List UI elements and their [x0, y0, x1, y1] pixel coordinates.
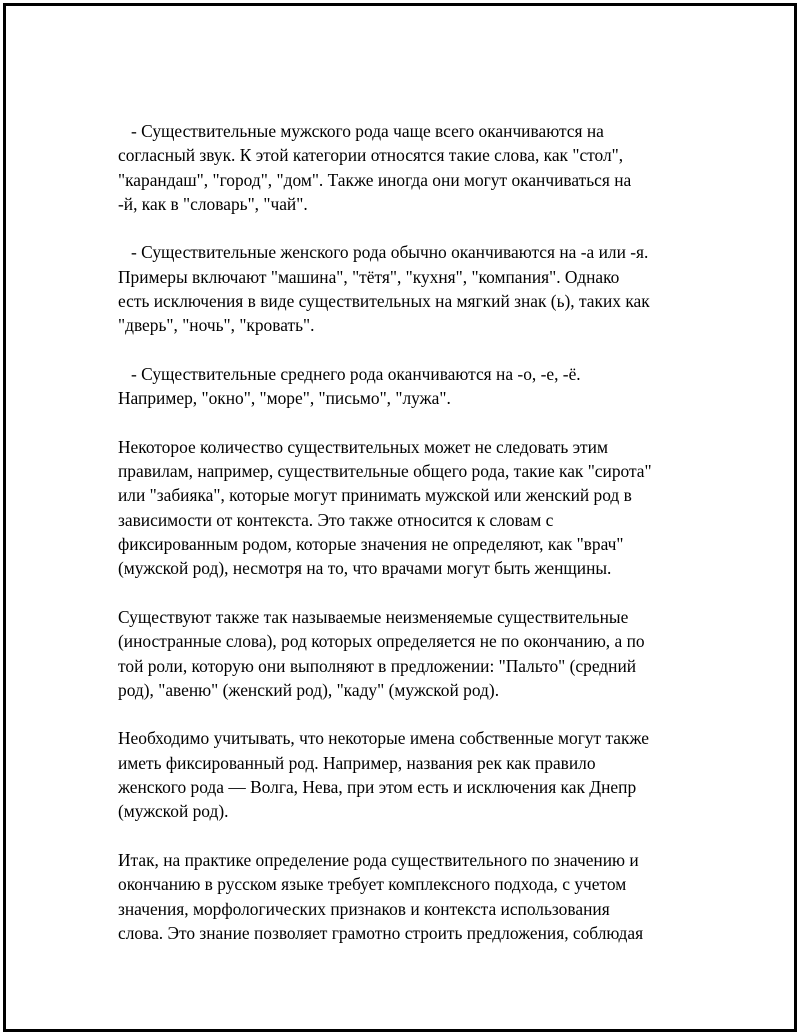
- text-line: Некоторое количество существительных может не следовать этим: [118, 436, 608, 457]
- text-line: - Существительные женского рода обычно оканчиваются на -а или -я.: [118, 242, 649, 263]
- text-line: зависимости от контекста. Это также относится к словам с: [118, 509, 554, 530]
- text-line: согласный звук. К этой категории относятся такие слова, как "стол",: [118, 145, 624, 166]
- paragraph-gap: [118, 824, 698, 848]
- paragraph-indeclinable: [118, 605, 698, 702]
- text-line: значения, морфологических признаков и контекста использования: [118, 898, 610, 919]
- text-line: (мужской род).: [118, 801, 229, 822]
- text-line: "дверь", "ночь", "кровать".: [118, 315, 315, 336]
- paragraph-masculine: [118, 119, 698, 216]
- paragraph-gap: [118, 411, 698, 435]
- paragraph-gap: [118, 338, 698, 362]
- text-line: женского рода — Волга, Нева, при этом есть и исключения как Днепр: [118, 777, 637, 798]
- text-line: слова. Это знание позволяет грамотно строить предложения, соблюдая: [118, 922, 644, 943]
- text-line: Итак, на практике определение рода существительного по значению и: [118, 849, 639, 870]
- text-line: Например, "окно", "море", "письмо", "лужа".: [118, 388, 451, 409]
- text-line: -й, как в "словарь", "чай".: [118, 193, 308, 214]
- text-line: окончанию в русском языке требует комплексного подхода, с учетом: [118, 874, 627, 895]
- paragraph-conclusion: [118, 848, 698, 945]
- text-line: фиксированным родом, которые значения не определяют, как "врач": [118, 534, 624, 555]
- text-line: есть исключения в виде существительных на мягкий знак (ь), таких как: [118, 291, 650, 312]
- paragraph-gap: [118, 216, 698, 240]
- text-line: - Существительные мужского рода чаще всего оканчиваются на: [118, 121, 604, 141]
- text-line: или "забияка", которые могут принимать мужской или женский род в: [118, 485, 632, 506]
- text-line: той роли, которую они выполняют в предложении: "Пальто" (средний: [118, 655, 637, 676]
- paragraph-gap: [118, 581, 698, 605]
- text-line: (мужской род), несмотря на то, что врачами могут быть женщины.: [118, 558, 612, 579]
- text-line: "карандаш", "город", "дом". Также иногда они могут оканчиваться на: [118, 169, 632, 190]
- paragraph-gap: [118, 702, 698, 726]
- text-line: правилам, например, существительные общего рода, такие как "сирота": [118, 461, 652, 482]
- text-line: - Существительные среднего рода оканчиваются на -о, -е, -ё.: [118, 363, 581, 384]
- text-line: Примеры включают "машина", "тётя", "кухня", "компания". Однако: [118, 266, 620, 287]
- paragraph-feminine: [118, 240, 698, 337]
- text-line: Необходимо учитывать, что некоторые имена собственные могут также: [118, 728, 649, 749]
- text-line: Существуют также так называемые неизменяемые существительные: [118, 606, 629, 627]
- text-line: род), "авеню" (женский род), "каду" (мужской род).: [118, 679, 500, 700]
- paragraph-neuter: [118, 362, 698, 411]
- text-line: иметь фиксированный род. Например, названия рек как правило: [118, 752, 596, 773]
- paragraph-common-gender: [118, 435, 698, 581]
- text-line: (иностранные слова), род которых определяется не по окончанию, а по: [118, 631, 645, 652]
- document-body: [118, 119, 698, 945]
- paragraph-proper-nouns: [118, 726, 698, 823]
